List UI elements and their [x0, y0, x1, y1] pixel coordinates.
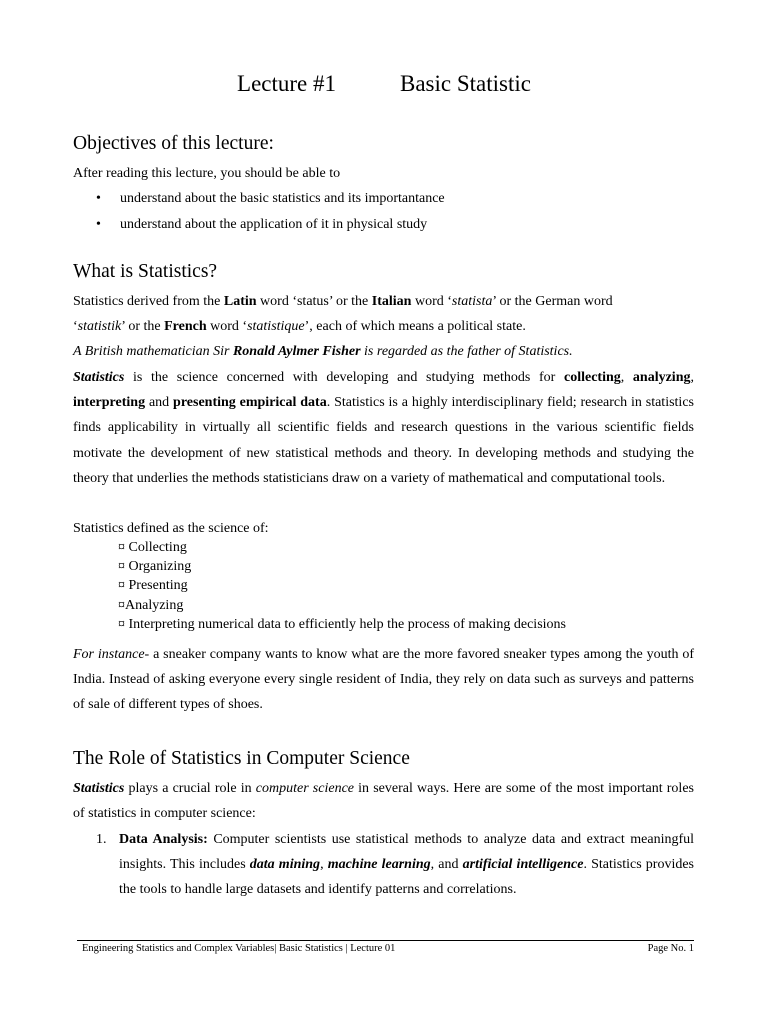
list-number-1: 1. [96, 832, 107, 847]
lecture-number: Lecture #1 [237, 71, 336, 96]
role-intro-paragraph: Statistics plays a crucial role in computer science in several ways. Here are some of the most important roles of statistics in computer science: [73, 781, 694, 822]
role-heading: The Role of Statistics in Computer Science [73, 748, 410, 769]
science-item-organizing: ¤ Organizing [118, 559, 192, 574]
objectives-heading: Objectives of this lecture: [73, 133, 274, 154]
square-bullet-icon: ¤ [118, 578, 125, 593]
science-of-intro: Statistics defined as the science of: [73, 521, 269, 536]
square-bullet-icon: ¤ [118, 540, 125, 555]
bullet-icon: • [96, 217, 101, 232]
square-bullet-icon: ¤ [118, 559, 125, 574]
bullet-icon: • [96, 191, 101, 206]
science-item-analyzing: ¤Analyzing [118, 598, 184, 613]
fisher-paragraph: A British mathematician Sir Ronald Aylmer Fisher is regarded as the father of Statistics. [73, 344, 573, 359]
objective-bullet-1: • understand about the basic statistics and its importantance [96, 186, 445, 211]
science-item-presenting: ¤ Presenting [118, 578, 188, 593]
objectives-intro: After reading this lecture, you should be able to [73, 166, 341, 181]
objective-bullet-2: • understand about the application of it in physical study [96, 212, 427, 237]
science-item-collecting: ¤ Collecting [118, 540, 187, 555]
square-bullet-icon: ¤ [118, 598, 125, 613]
what-is-heading: What is Statistics? [73, 261, 218, 282]
square-bullet-icon: ¤ [118, 617, 125, 632]
lecture-topic: Basic Statistic [400, 71, 531, 96]
etymology-paragraph: Statistics derived from the Latin word ‘status’ or the Italian word ‘statista’ or the German word ‘statistik’ or the French word ‘statistique’, each of which means a political state. [73, 294, 613, 335]
footer-course-info: Engineering Statistics and Complex Variables| Basic Statistics | Lecture 01 [82, 943, 396, 954]
instance-paragraph: For instance- a sneaker company wants to know what are the more favored sneaker types among the youth of India. Instead of asking everyone every single resident of India, they rely on data such as surveys and patterns of sale of different types of shoes. [73, 647, 694, 713]
data-analysis-item: Data Analysis: Computer scientists use statistical methods to analyze data and extract meaningful insights. This includes data mining, machine learning, and artificial intelligence. Statistics provides the tools to handle large datasets and identify patterns and correlations. [119, 832, 695, 898]
definition-paragraph: Statistics is the science concerned with developing and studying methods for collecting, analyzing, interpreting and presenting empirical data. Statistics is a highly interdisciplinary field; research in statistics finds applicability in virtually all scientific fields and research questions in the various scientific fields motivate the development of new statistical methods and theory. In developing methods and studying the theory that underlies the methods statisticians draw on a variety of mathematical and computational tools. [73, 370, 694, 486]
science-item-interpreting: ¤ Interpreting numerical data to efficiently help the process of making decisions [118, 617, 566, 632]
footer-rule [77, 940, 694, 941]
footer-page-number: Page No. 1 [647, 943, 694, 954]
page-title [0, 70, 768, 98]
